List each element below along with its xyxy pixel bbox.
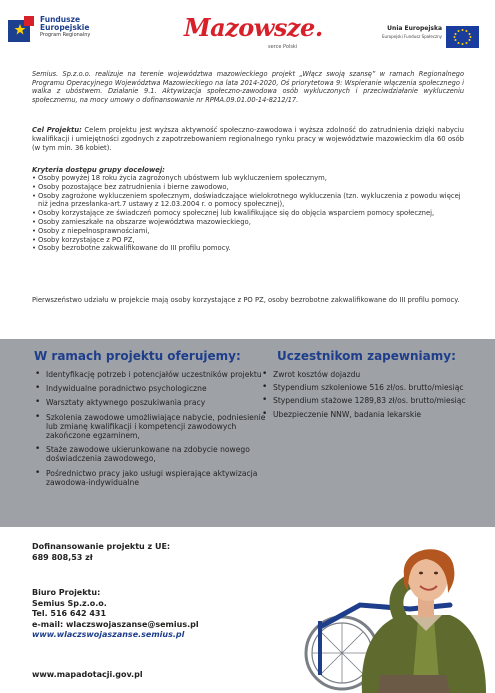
priority-paragraph: Pierwszeństwo udziału w projekcie mają osoby korzystające z PO PZ, osoby bezrobotne zakwalifikowane do III profilu pomocy.: [32, 296, 460, 304]
funding-amount: 689 808,53 zł: [32, 552, 93, 562]
fundusze-europejskie-logo: [6, 14, 118, 54]
funding-info: [32, 542, 170, 563]
fe-logo-line1: Fundusze: [40, 15, 81, 24]
woman-wheelchair-photo: [300, 535, 495, 693]
offer-item: • Szkolenia zawodowe umożliwiające nabycie, podniesienie lub zmianę kwalifikacji i kompetencji zawodowych zakończone egzaminem,: [34, 413, 266, 441]
fe-logo-line3: Program Regionalny: [40, 32, 91, 38]
provide-item: • Stypendium szkoleniowe 516 zł/os. brutto/miesiąc: [261, 383, 471, 392]
provide-item: • Zwrot kosztów dojazdu: [261, 370, 471, 379]
mazowsze-tagline: serce Polski: [268, 44, 298, 50]
provide-list: [261, 370, 471, 423]
criteria-list: [32, 174, 464, 253]
offer-item: • Pośrednictwo pracy jako usługi wspierające aktywizacja zawodowa-indywidualne: [34, 469, 266, 487]
mazowsze-wordmark: Mazowsze.: [184, 13, 323, 42]
criteria-item: • Osoby powyżej 18 roku życia zagrożonych ubóstwem lub wykluczeniem społecznym,: [32, 174, 464, 183]
project-goal: [32, 126, 464, 154]
offer-list: [34, 370, 266, 492]
office-company: Semius Sp.z.o.o.: [32, 598, 107, 608]
office-email: e-mail: wlaczswojaszanse@semius.pl: [32, 619, 199, 629]
provide-item: • Stypendium stażowe 1289,83 zł/os. brutto/miesiąc: [261, 396, 471, 405]
fe-logo-text: [40, 16, 90, 38]
ue-logo-text: [370, 26, 442, 39]
fe-logo-line2: Europejskie: [40, 22, 90, 32]
criteria-item: • Osoby zagrożone wykluczeniem społecznym, doświadczające wielokrotnego wykluczenia (tzn. wykluczenia z powodu więcej niż jedna przesłanka-art.7 ustawy z 12.03.2004 r. o pomocy społecznej),: [32, 192, 464, 210]
offer-item: • Staże zawodowe ukierunkowane na zdobycie nowego doświadczenia zawodowego,: [34, 445, 266, 463]
ue-logo-subtitle: Europejski Fundusz Społeczny: [382, 33, 442, 39]
criteria-item: • Osoby pozostające bez zatrudnienia i bierne zawodowo,: [32, 183, 464, 192]
intro-paragraph: Semius. Sp.z.o.o. realizuje na terenie województwa mazowieckiego projekt „Włącz swoją szansę” w ramach Regionalnego Programu Operacyjnego Województwa Mazowieckiego na lata 2014-2020, Oś priorytetowa 9: Wspieranie włączenia społecznego i walka z ubóstwem. Działanie 9.1. Aktywizacja społeczno-zawodowa osób wykluczonych i przeciwdziałanie wykluczeniu społecznemu, na mocy umowy o dofinansowanie nr RPMA.09.01.00-14-8212/17.: [32, 70, 464, 104]
header-logos: [0, 0, 495, 62]
offer-item: • Warsztaty aktywnego poszukiwania pracy: [34, 398, 266, 407]
eu-flag-icon: [446, 26, 479, 48]
project-goal-text: Celem projektu jest wyższa aktywność społeczno-zawodowa i wyższa zdolność do zatrudnienia dzięki nabyciu kwalifikacji i umiejętności zgodnych z zapotrzebowaniem regionalnego rynku pracy w województwie mazowieckim dla 60 osób (w tym min. 36 kobiet).: [32, 126, 464, 153]
unia-europejska-logo: [370, 26, 488, 56]
offer-title: W ramach projektu oferujemy:: [34, 349, 241, 363]
provide-item: • Ubezpieczenie NNW, badania lekarskie: [261, 410, 471, 419]
footer-website-link[interactable]: www.mapadotacji.gov.pl: [32, 670, 143, 679]
criteria-title: Kryteria dostępu grupy docelowej:: [32, 166, 165, 174]
ue-logo-title: Unia Europejska: [387, 25, 442, 32]
office-phone: Tel. 516 642 431: [32, 609, 107, 618]
fe-stars-icon: [6, 14, 36, 44]
criteria-item: • Osoby zamieszkałe na obszarze województwa mazowieckiego,: [32, 218, 464, 227]
funding-label: Dofinansowanie projektu z UE:: [32, 542, 171, 551]
criteria-item: • Osoby bezrobotne zakwalifikowane do III profilu pomocy.: [32, 244, 464, 253]
criteria-item: • Osoby z niepełnosprawnościami,: [32, 227, 464, 236]
offer-item: • Identyfikację potrzeb i potencjałów uczestników projektu: [34, 370, 266, 379]
criteria-item: • Osoby korzystające ze świadczeń pomocy społecznej lub kwalifikujące się do objęcia wsparciem pomocy społecznej,: [32, 209, 464, 218]
project-goal-label: Cel Projektu:: [32, 126, 82, 134]
project-office: [32, 588, 199, 641]
office-label: Biuro Projektu:: [32, 588, 101, 597]
criteria-item: • Osoby korzystające z PO PZ,: [32, 236, 464, 245]
office-website-link[interactable]: www.wlaczswojaszanse.semius.pl: [32, 630, 185, 639]
offer-item: • Indywidualne poradnictwo psychologiczne: [34, 384, 266, 393]
mazowsze-logo: [184, 14, 324, 54]
provide-title: Uczestnikom zapewniamy:: [277, 349, 456, 363]
